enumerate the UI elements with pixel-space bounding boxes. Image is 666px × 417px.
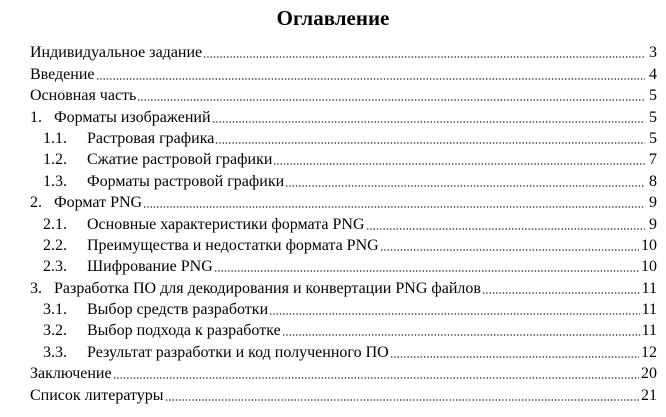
- toc-entry-number: 3.1.: [43, 301, 67, 319]
- toc-entry[interactable]: [30, 298, 657, 319]
- dot-leader: [113, 377, 639, 379]
- dot-leader: [366, 228, 645, 230]
- toc-entry[interactable]: [30, 362, 657, 383]
- toc-entry-page: 3: [649, 44, 657, 62]
- toc-entry-page: 5: [649, 87, 657, 105]
- toc-entry-text: Индивидуальное задание: [30, 44, 203, 62]
- toc-entry-text: Сжатие растровой графики: [87, 151, 273, 169]
- toc-entry[interactable]: [30, 127, 657, 148]
- toc-entry-number: 1.3.: [43, 172, 67, 190]
- toc-entry-text: Введение: [30, 65, 95, 83]
- dot-leader: [137, 99, 645, 101]
- dot-leader: [203, 56, 645, 58]
- toc-entry-number: 1.1.: [43, 129, 67, 147]
- dot-leader: [214, 270, 639, 272]
- dot-leader: [273, 163, 645, 165]
- toc-entry-text: Выбор подхода к разработке: [87, 322, 281, 340]
- toc-entry[interactable]: [30, 319, 657, 340]
- toc-entry[interactable]: [30, 41, 657, 62]
- toc-entry[interactable]: [30, 212, 657, 233]
- toc-entry-text: Основная часть: [30, 87, 137, 105]
- toc-entry[interactable]: [30, 84, 657, 105]
- dot-leader: [212, 121, 645, 123]
- toc-entry-page: 20: [641, 365, 657, 383]
- toc-entry[interactable]: [30, 234, 657, 255]
- toc-entry-text: Разработка ПО для декодирования и конвертации PNG файлов: [54, 279, 481, 297]
- toc-entry-text: Форматы изображений: [54, 108, 211, 126]
- toc-entry-page: 7: [649, 151, 657, 169]
- toc-entry-page: 10: [641, 236, 657, 254]
- toc-entry-number: 2.3.: [43, 258, 67, 276]
- toc-entry-text: Список литературы: [30, 386, 164, 404]
- dot-leader: [482, 292, 640, 294]
- page-title: Оглавление: [276, 6, 390, 30]
- toc-entry-page: 8: [649, 172, 657, 190]
- toc-entry-number: 2.: [30, 194, 42, 212]
- dot-leader: [269, 313, 639, 315]
- toc-entry-text: Растровая графика: [87, 129, 215, 147]
- toc-entry-page: 11: [641, 322, 657, 340]
- toc-entry-page: 10: [641, 258, 657, 276]
- toc-entry-page: 9: [649, 194, 657, 212]
- toc-entry-page: 4: [649, 65, 657, 83]
- toc-entry-number: 1.: [30, 108, 42, 126]
- table-of-contents: [30, 41, 657, 405]
- toc-entry-text: Заключение: [30, 365, 112, 383]
- dot-leader: [165, 399, 639, 401]
- toc-entry-text: Основные характеристики формата PNG: [87, 215, 365, 233]
- dot-leader: [96, 78, 646, 80]
- toc-entry-text: Выбор средств разработки: [87, 301, 269, 319]
- toc-entry-number: 3.: [30, 279, 42, 297]
- toc-entry-page: 11: [641, 301, 657, 319]
- dot-leader: [215, 142, 645, 144]
- toc-entry-page: 5: [649, 129, 657, 147]
- toc-entry[interactable]: [30, 148, 657, 169]
- toc-entry-page: 12: [641, 343, 657, 361]
- toc-entry-page: 11: [641, 279, 657, 297]
- toc-entry-page: 21: [641, 386, 657, 404]
- toc-entry[interactable]: [30, 191, 657, 212]
- toc-entry-text: Преимущества и недостатки формата PNG: [87, 236, 379, 254]
- toc-entry[interactable]: [30, 276, 657, 297]
- toc-entry-number: 3.3.: [43, 343, 67, 361]
- toc-entry[interactable]: [30, 255, 657, 276]
- dot-leader: [380, 249, 639, 251]
- toc-entry[interactable]: [30, 62, 657, 83]
- toc-entry-text: Шифрование PNG: [87, 258, 213, 276]
- toc-entry-page: 5: [649, 108, 657, 126]
- toc-entry[interactable]: [30, 383, 657, 404]
- dot-leader: [143, 206, 645, 208]
- toc-entry[interactable]: [30, 105, 657, 126]
- toc-entry-number: 2.2.: [43, 236, 67, 254]
- toc-entry-text: Формат PNG: [54, 194, 143, 212]
- toc-entry-page: 9: [649, 215, 657, 233]
- toc-entry[interactable]: [30, 340, 657, 361]
- toc-entry-number: 3.2.: [43, 322, 67, 340]
- toc-entry[interactable]: [30, 169, 657, 190]
- dot-leader: [390, 356, 639, 358]
- toc-entry-text: Результат разработки и код полученного ПО: [87, 343, 389, 361]
- toc-entry-number: 1.2.: [43, 151, 67, 169]
- toc-entry-number: 2.1.: [43, 215, 67, 233]
- dot-leader: [285, 185, 645, 187]
- toc-entry-text: Форматы растровой графики: [87, 172, 285, 190]
- dot-leader: [282, 334, 640, 336]
